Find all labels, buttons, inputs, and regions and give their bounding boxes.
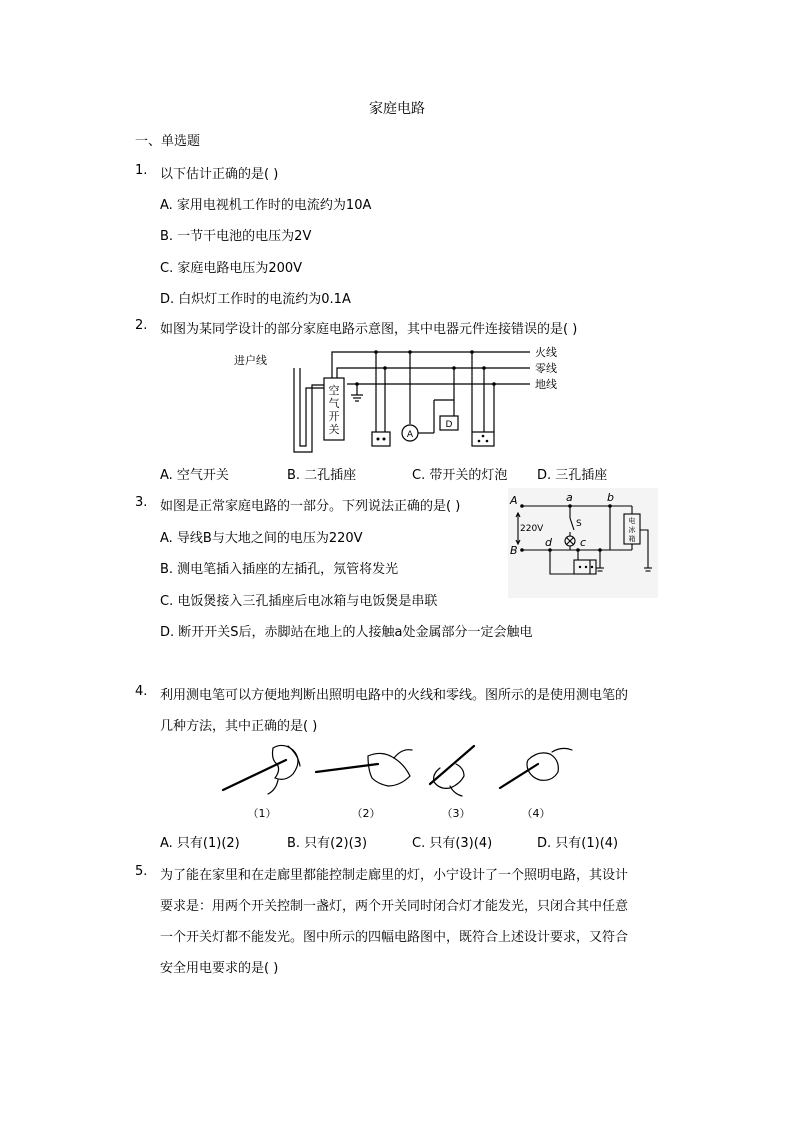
option-d: D. 白炽灯工作时的电流约为0.1A <box>160 292 351 307</box>
node-label-B: B <box>510 544 518 557</box>
air-switch-label: 空 <box>328 384 340 397</box>
option-c: C. 只有(3)(4) <box>412 836 493 851</box>
method-label-1: （1） <box>247 807 277 820</box>
method-label-4: （4） <box>521 807 551 820</box>
air-switch-label: 关 <box>328 423 340 436</box>
question-text: 安全用电要求的是( ) <box>160 961 279 976</box>
fridge-label: 电 <box>628 517 636 525</box>
test-pen-methods-figure <box>218 738 578 823</box>
option-b: B. 一节干电池的电压为2V <box>160 229 312 244</box>
option-c: C. 电饭煲接入三孔插座后电冰箱与电饭煲是串联 <box>160 594 438 609</box>
question-text: 如图为某同学设计的部分家庭电路示意图，其中电器元件连接错误的是( ) <box>160 322 578 337</box>
option-c: C. 家庭电路电压为200V <box>160 261 303 276</box>
question-text: 以下估计正确的是( ) <box>160 167 279 182</box>
node-label-A: A <box>510 494 518 507</box>
question-number: 4. <box>135 684 148 699</box>
question-text: 为了能在家里和在走廊里都能控制走廊里的灯，小宁设计了一个照明电路，其设计 <box>160 868 629 883</box>
option-a: A. 只有(1)(2) <box>160 836 240 851</box>
air-switch-label: 气 <box>328 397 340 410</box>
air-switch-label: 开 <box>328 410 340 423</box>
switch-label-S: S <box>576 519 582 529</box>
option-d: D. 三孔插座 <box>537 468 608 483</box>
option-b: B. 测电笔插入插座的左插孔，氖管将发光 <box>160 562 399 577</box>
neutral-wire-label: 零线 <box>535 362 557 375</box>
option-a: A. 家用电视机工作时的电流约为10A <box>160 198 372 213</box>
section-heading: 一、单选题 <box>135 134 201 149</box>
option-d: D. 断开开关S后，赤脚站在地上的人接触a处金属部分一定会触电 <box>160 625 533 640</box>
ground-wire-label: 地线 <box>535 378 557 391</box>
method-label-3: （3） <box>441 807 471 820</box>
node-label-d: d <box>545 536 552 549</box>
question-number: 1. <box>135 163 148 178</box>
question-text: 要求是：用两个开关控制一盏灯，两个开关同时闭合灯才能发光，只闭合其中任意 <box>160 899 629 914</box>
question-text: 如图是正常家庭电路的一部分。下列说法正确的是( ) <box>160 499 461 514</box>
node-label-b: b <box>607 491 614 504</box>
question-number: 2. <box>135 318 148 333</box>
question-number: 3. <box>135 495 148 510</box>
fridge-label: 箱 <box>628 535 636 543</box>
option-a: A. 导线B与大地之间的电压为220V <box>160 531 363 546</box>
option-b: B. 二孔插座 <box>287 468 357 483</box>
household-circuit-figure <box>232 340 572 455</box>
voltage-label: 220V <box>520 524 544 534</box>
node-label-c: c <box>580 536 587 549</box>
svg-text:D: D <box>445 420 453 430</box>
svg-text:A: A <box>406 430 414 440</box>
fridge-label: 冰 <box>628 526 636 534</box>
node-label-a: a <box>566 491 573 504</box>
question-text: 一个开关灯都不能发光。图中所示的四幅电路图中，既符合上述设计要求，又符合 <box>160 930 629 945</box>
circuit-figure-q3 <box>508 488 658 598</box>
question-text: 几种方法，其中正确的是( ) <box>160 719 318 734</box>
entry-line-label: 进户线 <box>234 354 267 367</box>
option-b: B. 只有(2)(3) <box>287 836 368 851</box>
option-a: A. 空气开关 <box>160 468 229 483</box>
option-d: D. 只有(1)(4) <box>537 836 619 851</box>
page-title: 家庭电路 <box>369 101 425 117</box>
live-wire-label: 火线 <box>535 346 557 359</box>
question-text: 利用测电笔可以方便地判断出照明电路中的火线和零线。图所示的是使用测电笔的 <box>160 688 629 703</box>
option-c: C. 带开关的灯泡 <box>412 468 508 483</box>
question-number: 5. <box>135 864 148 879</box>
method-label-2: （2） <box>351 807 381 820</box>
